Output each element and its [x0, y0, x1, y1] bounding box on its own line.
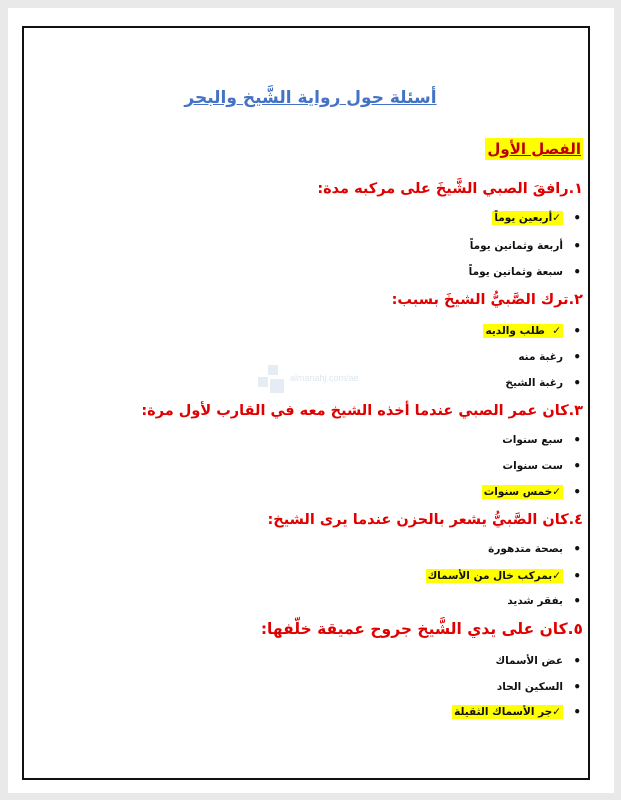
check-icon: ✓: [552, 706, 561, 718]
option-1-1: [492, 209, 581, 227]
option-text: رغبة الشيخ: [505, 377, 563, 389]
option-5-2: [496, 678, 581, 696]
check-icon: ✓: [552, 325, 561, 337]
question-5: ٥.كان على يدي الشَّيخ جروح عميقة خلّفها:: [260, 620, 583, 638]
check-icon: ✓: [552, 570, 561, 582]
option-text: خمس سنوات: [483, 486, 553, 498]
bullet-icon: •: [573, 485, 581, 499]
question-3: ٣.كان عمر الصبي عندما أخذه الشيخ معه في القارب لأول مرة:: [141, 403, 583, 419]
option-text: بمركب خال من الأسماك: [427, 570, 553, 582]
check-icon: ✓: [552, 486, 561, 498]
bullet-icon: •: [573, 705, 581, 719]
option-2-2: [518, 348, 581, 366]
option-text: رغبة منه: [518, 351, 563, 363]
chapter-heading: الفصل الأول: [487, 140, 581, 158]
option-4-1: [488, 540, 581, 558]
option-1-3: [468, 263, 581, 281]
question-1: ١.رافقَ الصبي الشَّيخَ على مركبه مدة:: [317, 181, 583, 197]
option-text: سبع سنوات: [502, 434, 563, 446]
option-text: بصحة متدهورة: [488, 543, 563, 555]
watermark-url: almanahj.com/ae: [290, 373, 359, 383]
bullet-icon: •: [573, 594, 581, 608]
page-title: أسئلة حول رواية الشَّيخ والبحر: [184, 88, 437, 108]
option-3-1: [502, 431, 581, 449]
option-1-2: [469, 237, 581, 255]
check-icon: ✓: [552, 212, 561, 224]
bullet-icon: •: [573, 459, 581, 473]
option-text: عض الأسماك: [495, 655, 563, 667]
bullet-icon: •: [573, 324, 581, 338]
option-2-1: [483, 322, 581, 340]
bullet-icon: •: [573, 680, 581, 694]
bullet-icon: •: [573, 542, 581, 556]
bullet-icon: •: [573, 376, 581, 390]
option-5-1: [495, 652, 581, 670]
bullet-icon: •: [573, 654, 581, 668]
option-4-3: [507, 592, 581, 610]
bullet-icon: •: [573, 239, 581, 253]
option-text: أربعة وثمانين يوماً: [469, 240, 563, 252]
option-5-3: [452, 703, 581, 721]
option-text: بفقر شديد: [507, 595, 563, 607]
option-text: أربعين يوماً: [494, 212, 553, 224]
option-2-3: [505, 374, 581, 392]
option-text: جر الأسماك الثقيلة: [454, 706, 553, 718]
option-3-3: [482, 483, 581, 501]
option-text: طلب والديه: [485, 325, 545, 337]
option-text: السكين الحاد: [496, 681, 563, 693]
bullet-icon: •: [573, 211, 581, 225]
option-4-2: [426, 567, 581, 585]
question-2: ٢.ترك الصَّبيُّ الشيخَ بسبب:: [391, 292, 583, 308]
bullet-icon: •: [573, 569, 581, 583]
option-text: سبعة وثمانين يوماً: [468, 266, 563, 278]
bullet-icon: •: [573, 433, 581, 447]
option-3-2: [502, 457, 581, 475]
option-text: ست سنوات: [502, 460, 563, 472]
question-4: ٤.كان الصَّبيُّ يشعر بالحزن عندما يرى الشيخ:: [267, 512, 583, 528]
bullet-icon: •: [573, 350, 581, 364]
bullet-icon: •: [573, 265, 581, 279]
